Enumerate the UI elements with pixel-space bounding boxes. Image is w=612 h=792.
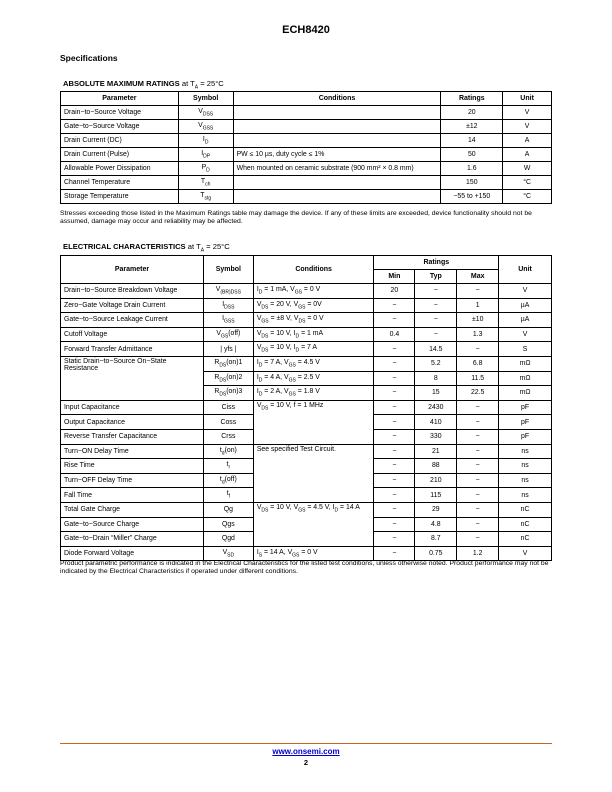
typ-cell: 15 — [415, 386, 457, 401]
min-cell: − — [374, 532, 415, 547]
symbol-text: t — [226, 461, 229, 469]
symbol-subscript: DS — [219, 391, 227, 398]
electrical-characteristics-table — [60, 255, 552, 561]
min-cell: − — [374, 459, 415, 474]
symbol-text: V — [198, 107, 203, 115]
symbol-suffix: (on)3 — [226, 388, 243, 396]
max-cell: 1.2 — [457, 546, 499, 561]
table-row — [61, 120, 552, 134]
unit-cell: nC — [499, 517, 552, 532]
symbol-subscript: (BR)DSS — [220, 289, 241, 296]
max-cell: − — [457, 488, 499, 503]
parameter-cell: Drain−to−Source Voltage — [61, 106, 179, 120]
conditions-cell: $I_S = 14$ A, $V_{GS} = 0$ V — [253, 546, 374, 561]
symbol-cell — [203, 459, 253, 474]
conditions-cell: When mounted on ceramic substrate (900 mm² × 0.8 mm) — [233, 162, 441, 176]
symbol-text: Ciss — [221, 404, 236, 412]
typ-cell: 115 — [415, 488, 457, 503]
min-cell: − — [374, 546, 415, 561]
symbol-subscript: DS — [219, 377, 227, 384]
conditions-cell: $I_D = 1$ mA, $V_{GS} = 0$ V — [253, 284, 374, 299]
unit-cell: V — [499, 546, 552, 561]
max-cell: 1 — [457, 298, 499, 313]
unit-cell: A — [503, 134, 552, 148]
max-cell: − — [457, 502, 499, 517]
symbol-subscript: D — [206, 167, 210, 174]
header-cell: Min — [374, 270, 415, 284]
symbol-subscript: stg — [204, 195, 212, 202]
typ-cell: 29 — [415, 502, 457, 517]
symbol-text: Coss — [220, 418, 237, 426]
symbol-cell — [203, 415, 253, 430]
table-row — [61, 502, 552, 517]
symbol-cell — [203, 532, 253, 547]
unit-cell: mΩ — [499, 371, 552, 386]
symbol-subscript: SD — [227, 552, 235, 559]
parameter-cell: Output Capacitance — [61, 415, 204, 430]
symbol-cell — [203, 546, 253, 561]
max-cell: 1.3 — [457, 327, 499, 342]
header-cell: Conditions — [253, 256, 374, 284]
header-cell: Typ — [415, 270, 457, 284]
max-cell: − — [457, 415, 499, 430]
table-header-row — [61, 92, 552, 106]
abs-max-caption — [63, 79, 224, 91]
elec-note: Product parametric performance is indicated in the Electrical Characteristics for the listed test conditions, unless otherwise noted. Product performance may not be indicated by the Electrical Characteristics if operated under different conditions. — [60, 560, 549, 576]
min-cell: − — [374, 502, 415, 517]
header-cell: Unit — [503, 92, 552, 106]
symbol-cell — [178, 162, 233, 176]
symbol-text: V — [222, 548, 228, 556]
section-title: Specifications — [60, 53, 118, 63]
unit-cell: µA — [499, 313, 552, 328]
max-cell: 6.8 — [457, 356, 499, 371]
symbol-cell — [178, 106, 233, 120]
rating-cell: ±12 — [441, 120, 503, 134]
header-cell-ratings: Ratings — [374, 256, 499, 270]
symbol-text: I — [201, 149, 204, 157]
conditions-cell: $V_{DS} = 10$ V, $I_D = 7$ A — [253, 342, 374, 357]
symbol-cell — [203, 473, 253, 488]
conditions-cell: $V_{GS} = \pm 8$ V, $V_{DS} = 0$ V — [253, 313, 374, 328]
min-cell: − — [374, 356, 415, 371]
header-cell: Parameter — [61, 256, 204, 284]
unit-cell: ns — [499, 444, 552, 459]
unit-cell: mΩ — [499, 356, 552, 371]
conditions-cell — [233, 134, 441, 148]
max-cell: − — [457, 342, 499, 357]
parameter-cell: Allowable Power Dissipation — [61, 162, 179, 176]
conditions-cell: $I_D = 7$ A, $V_{GS} = 4.5$ V — [253, 356, 374, 371]
conditions-cell: $I_D = 4$ A, $V_{GS} = 2.5$ V — [253, 371, 374, 386]
typ-cell: − — [415, 284, 457, 299]
symbol-text: T — [200, 177, 206, 185]
min-cell: − — [374, 400, 415, 415]
symbol-cell — [203, 386, 253, 401]
min-cell: − — [374, 342, 415, 357]
parameter-cell: Diode Forward Voltage — [61, 546, 204, 561]
conditions-cell — [233, 120, 441, 134]
typ-cell: 330 — [415, 429, 457, 444]
symbol-text: R — [214, 359, 220, 367]
parameter-cell: Zero−Gate Voltage Drain Current — [61, 298, 204, 313]
max-cell: 11.5 — [457, 371, 499, 386]
header-cell: Max — [457, 270, 499, 284]
unit-cell: pF — [499, 415, 552, 430]
symbol-suffix: (on)1 — [226, 359, 243, 367]
symbol-suffix: (on) — [224, 446, 237, 454]
table-row — [61, 444, 552, 459]
unit-cell: pF — [499, 429, 552, 444]
header-cell: Parameter — [61, 92, 179, 106]
parameter-cell: Turn−OFF Delay Time — [61, 473, 204, 488]
unit-cell: W — [503, 162, 552, 176]
symbol-cell — [203, 284, 253, 299]
conditions-cell: $V_{DS} = 20$ V, $V_{GS} = 0V$ — [253, 298, 374, 313]
symbol-text: P — [201, 163, 207, 171]
rating-cell: 1.6 — [441, 162, 503, 176]
unit-cell: V — [503, 120, 552, 134]
unit-cell: nC — [499, 532, 552, 547]
conditions-cell: $V_{DS} = 10$ V, f = 1 MHz — [253, 400, 374, 444]
symbol-cell — [203, 342, 253, 357]
symbol-text: V — [215, 286, 221, 294]
footer-website-link[interactable]: www.onsemi.com — [272, 747, 340, 756]
conditions-cell — [233, 176, 441, 190]
symbol-cell — [178, 134, 233, 148]
parameter-cell: Total Gate Charge — [61, 502, 204, 517]
typ-cell: 8 — [415, 371, 457, 386]
page-number: 2 — [303, 758, 309, 767]
symbol-subscript: D — [204, 139, 209, 146]
symbol-subscript: GSS — [202, 125, 214, 132]
max-cell: − — [457, 517, 499, 532]
typ-cell: 0.75 — [415, 546, 457, 561]
unit-cell: S — [499, 342, 552, 357]
table-row — [61, 546, 552, 561]
symbol-cell — [203, 298, 253, 313]
unit-cell: mΩ — [499, 386, 552, 401]
symbol-cell — [203, 429, 253, 444]
header-cell: Symbol — [203, 256, 253, 284]
parameter-cell: Reverse Transfer Capacitance — [61, 429, 204, 444]
min-cell: − — [374, 415, 415, 430]
symbol-subscript: DS — [219, 362, 227, 369]
max-cell: − — [457, 444, 499, 459]
table-row — [61, 298, 552, 313]
unit-cell: pF — [499, 400, 552, 415]
symbol-cell — [203, 371, 253, 386]
header-cell: Unit — [499, 256, 552, 284]
table-header-row — [61, 256, 552, 270]
conditions-cell: PW ≤ 10 µs, duty cycle ≤ 1% — [233, 148, 441, 162]
symbol-text: V — [198, 121, 203, 129]
parameter-cell: Gate−to−Source Charge — [61, 517, 204, 532]
symbol-cell — [178, 120, 233, 134]
parameter-cell: Gate−to−Drain “Miller” Charge — [61, 532, 204, 547]
parameter-cell: Input Capacitance — [61, 400, 204, 415]
typ-cell: 21 — [415, 444, 457, 459]
table-row — [61, 400, 552, 415]
parameter-cell: Storage Temperature — [61, 190, 179, 204]
symbol-cell — [203, 502, 253, 517]
abs-max-caption-title: ABSOLUTE MAXIMUM RATINGS — [63, 79, 180, 88]
table-row — [61, 162, 552, 176]
footer-divider — [60, 743, 552, 744]
parameter-cell: Channel Temperature — [61, 176, 179, 190]
symbol-cell — [203, 400, 253, 415]
min-cell: 20 — [374, 284, 415, 299]
min-cell: − — [374, 473, 415, 488]
symbol-suffix: (off) — [224, 475, 237, 483]
parameter-cell: Drain Current (DC) — [61, 134, 179, 148]
symbol-text: I — [222, 315, 225, 323]
max-cell: ±10 — [457, 313, 499, 328]
symbol-text: Qgs — [222, 520, 235, 528]
unit-cell: ns — [499, 488, 552, 503]
max-cell: 22.5 — [457, 386, 499, 401]
symbol-suffix: (off) — [228, 329, 241, 337]
symbol-cell — [178, 148, 233, 162]
parameter-cell: Drain−to−Source Breakdown Voltage — [61, 284, 204, 299]
symbol-text: | yfs | — [220, 345, 237, 353]
conditions-cell: $I_D = 2$ A, $V_{GS} = 1.8$ V — [253, 386, 374, 401]
symbol-subscript: f — [228, 493, 230, 500]
table-row — [61, 356, 552, 371]
symbol-cell — [203, 327, 253, 342]
symbol-subscript: GSS — [224, 318, 235, 325]
symbol-text: V — [216, 329, 221, 337]
rating-cell: 20 — [441, 106, 503, 120]
header-cell: Conditions — [233, 92, 441, 106]
symbol-text: I — [202, 135, 205, 143]
unit-cell: °C — [503, 176, 552, 190]
min-cell: − — [374, 371, 415, 386]
typ-cell: 8.7 — [415, 532, 457, 547]
symbol-text: Qgd — [221, 535, 235, 543]
parameter-cell: Static Drain−to−Source On−State Resistance — [61, 356, 204, 400]
min-cell: 0.4 — [374, 327, 415, 342]
conditions-cell — [233, 190, 441, 204]
unit-cell: V — [499, 284, 552, 299]
conditions-cell: $V_{DS} = 10$ V, $I_D = 1$ mA — [253, 327, 374, 342]
typ-cell: 88 — [415, 459, 457, 474]
unit-cell: V — [499, 327, 552, 342]
parameter-cell: Rise Time — [61, 459, 204, 474]
symbol-subscript: DSS — [202, 111, 214, 118]
unit-cell: °C — [503, 190, 552, 204]
symbol-text: Qg — [223, 506, 233, 514]
max-cell: − — [457, 429, 499, 444]
symbol-cell — [178, 176, 233, 190]
table-row — [61, 327, 552, 342]
typ-cell: − — [415, 327, 457, 342]
symbol-cell — [203, 517, 253, 532]
table-row — [61, 342, 552, 357]
max-cell: − — [457, 284, 499, 299]
conditions-cell — [233, 106, 441, 120]
unit-cell: µA — [499, 298, 552, 313]
min-cell: − — [374, 313, 415, 328]
symbol-text: R — [214, 373, 220, 381]
parameter-cell: Fall Time — [61, 488, 204, 503]
table-row — [61, 106, 552, 120]
typ-cell: 14.5 — [415, 342, 457, 357]
typ-cell: 410 — [415, 415, 457, 430]
symbol-text: I — [222, 300, 225, 308]
symbol-cell — [203, 313, 253, 328]
symbol-text: Crss — [221, 433, 236, 441]
symbol-cell — [203, 488, 253, 503]
min-cell: − — [374, 488, 415, 503]
rating-cell: 50 — [441, 148, 503, 162]
header-cell: Ratings — [441, 92, 503, 106]
symbol-suffix: (on)2 — [226, 373, 243, 381]
conditions-cell: $V_{DS} = 10$ V, $V_{GS} = 4.5$ V, $I_D = 14$ A — [253, 502, 374, 546]
absolute-max-ratings-table — [60, 91, 552, 204]
symbol-subscript: DSS — [224, 304, 235, 311]
unit-cell: A — [503, 148, 552, 162]
rating-cell: 150 — [441, 176, 503, 190]
elec-caption-title: ELECTRICAL CHARACTERISTICS — [63, 242, 186, 251]
symbol-subscript: d — [221, 450, 225, 457]
table-row — [61, 148, 552, 162]
max-cell: − — [457, 459, 499, 474]
min-cell: − — [374, 517, 415, 532]
typ-cell: 5.2 — [415, 356, 457, 371]
symbol-subscript: GS — [220, 333, 229, 340]
max-cell: − — [457, 473, 499, 488]
min-cell: − — [374, 298, 415, 313]
symbol-cell — [178, 190, 233, 204]
parameter-cell: Gate−to−Source Voltage — [61, 120, 179, 134]
typ-cell: 4.8 — [415, 517, 457, 532]
table-row — [61, 134, 552, 148]
parameter-cell: Gate−to−Source Leakage Current — [61, 313, 204, 328]
symbol-subscript: d — [221, 479, 225, 486]
parameter-cell: Turn−ON Delay Time — [61, 444, 204, 459]
symbol-subscript: DP — [203, 153, 211, 160]
min-cell: − — [374, 429, 415, 444]
symbol-subscript: r — [228, 464, 231, 471]
max-cell: − — [457, 400, 499, 415]
typ-cell: − — [415, 298, 457, 313]
symbol-cell — [203, 444, 253, 459]
typ-cell: − — [415, 313, 457, 328]
min-cell: − — [374, 444, 415, 459]
typ-cell: 210 — [415, 473, 457, 488]
symbol-subscript: ch — [205, 181, 211, 188]
rating-cell: −55 to +150 — [441, 190, 503, 204]
symbol-text: R — [214, 388, 220, 396]
min-cell: − — [374, 386, 415, 401]
rating-cell: 14 — [441, 134, 503, 148]
table-row — [61, 284, 552, 299]
parameter-cell: Cutoff Voltage — [61, 327, 204, 342]
unit-cell: ns — [499, 459, 552, 474]
table-row — [61, 190, 552, 204]
typ-cell: 2430 — [415, 400, 457, 415]
unit-cell: ns — [499, 473, 552, 488]
elec-caption-condition: at $T_A = 25^\circ C$ — [187, 242, 230, 254]
conditions-cell: See specified Test Circuit. — [253, 444, 374, 502]
unit-cell: nC — [499, 502, 552, 517]
header-cell: Symbol — [178, 92, 233, 106]
max-cell: − — [457, 532, 499, 547]
symbol-text: t — [219, 446, 222, 454]
symbol-text: T — [200, 191, 205, 199]
document-title: ECH8420 — [282, 24, 330, 36]
symbol-text: t — [219, 475, 222, 483]
symbol-text: t — [226, 490, 229, 498]
parameter-cell: Drain Current (Pulse) — [61, 148, 179, 162]
table-row — [61, 313, 552, 328]
elec-caption — [63, 242, 230, 254]
table-row — [61, 176, 552, 190]
unit-cell: V — [503, 106, 552, 120]
abs-max-note: Stresses exceeding those listed in the Maximum Ratings table may damage the device. If any of these limits are exceeded, device functionality should not be assumed, damage may occur and reliability may be affected. — [60, 210, 532, 226]
symbol-cell — [203, 356, 253, 371]
abs-max-caption-condition: at $T_A = 25^\circ C$ — [181, 79, 224, 91]
parameter-cell: Forward Transfer Admittance — [61, 342, 204, 357]
